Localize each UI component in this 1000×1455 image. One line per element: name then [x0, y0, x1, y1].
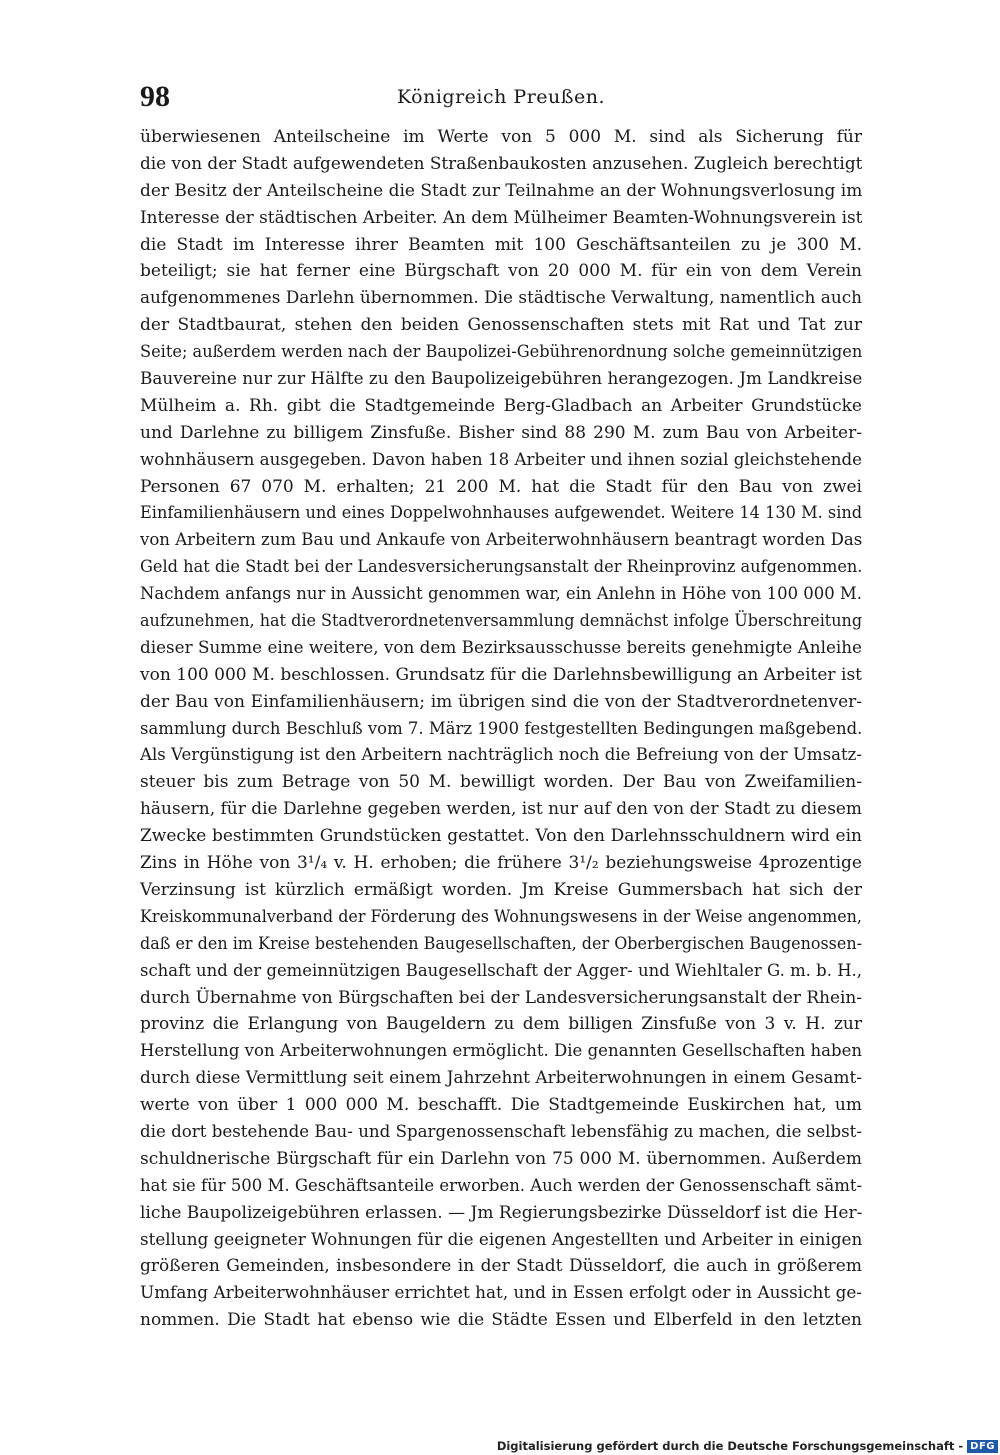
text-line: und Darlehne zu billigem Zinsfuße. Bisher sind 88 290 M. zum Bau von Arbeiter- — [140, 422, 862, 443]
text-line: Als Vergünstigung ist den Arbeitern nachträglich noch die Befreiung von der Umsatz- — [140, 745, 862, 766]
body-text — [140, 124, 862, 1334]
text-line: Umfang Arbeiterwohnhäuser errichtet hat, und in Essen erfolgt oder in Aussicht ge- — [140, 1283, 862, 1304]
text-line: durch Übernahme von Bürgschaften bei der Landesversicherungsanstalt der Rhein- — [140, 987, 862, 1008]
text-line: schuldnerische Bürgschaft für ein Darlehn von 75 000 M. übernommen. Außerdem — [140, 1148, 862, 1169]
text-line: schaft und der gemeinnützigen Baugesellschaft der Agger- und Wiehltaler G. m. b. H., — [140, 960, 862, 981]
text-line: Nachdem anfangs nur in Aussicht genommen war, ein Anlehn in Höhe von 100 000 M. — [140, 584, 862, 605]
text-line: Mülheim a. Rh. gibt die Stadtgemeinde Berg-Gladbach an Arbeiter Grundstücke — [140, 395, 862, 416]
text-line: der Stadtbaurat, stehen den beiden Genossenschaften stets mit Rat und Tat zur — [140, 315, 862, 336]
text-line: Zins in Höhe von 3¹/₄ v. H. erhoben; die frühere 3¹/₂ beziehungsweise 4prozentige — [140, 853, 862, 874]
text-line: Zwecke bestimmten Grundstücken gestattet. Von den Darlehnsschuldnern wird ein — [140, 826, 862, 847]
text-line: Verzinsung ist kürzlich ermäßigt worden. Jm Kreise Gummersbach hat sich der — [140, 879, 862, 900]
text-line: daß er den im Kreise bestehenden Baugesellschaften, der Oberbergischen Baugenossen- — [140, 933, 862, 954]
text-line: Seite; außerdem werden nach der Baupolizei-Gebührenordnung solche gemeinnützigen — [140, 342, 862, 363]
text-line: provinz die Erlangung von Baugeldern zu dem billigen Zinsfuße von 3 v. H. zur — [140, 1014, 862, 1035]
text-line: überwiesenen Anteilscheine im Werte von 5 000 M. sind als Sicherung für — [140, 127, 862, 147]
text-line: von 100 000 M. beschlossen. Grundsatz für die Darlehnsbewilligung an Arbeiter ist — [140, 664, 862, 685]
text-line: häusern, für die Darlehne gegeben werden, ist nur auf den von der Stadt zu diesem — [140, 799, 862, 820]
text-line: werte von über 1 000 000 M. beschafft. Die Stadtgemeinde Euskirchen hat, um — [140, 1095, 862, 1116]
text-line: die Stadt im Interesse ihrer Beamten mit 100 Geschäftsanteilen zu je 300 M. — [140, 234, 862, 255]
page-header — [140, 80, 862, 120]
text-line: Einfamilienhäusern und eines Doppelwohnhauses aufgewendet. Weitere 14 130 M. sind — [140, 503, 862, 524]
text-line: stellung geeigneter Wohnungen für die eigenen Angestellten und Arbeiter in einigen — [140, 1229, 862, 1250]
running-head: Königreich Preußen. — [397, 86, 605, 108]
text-line: durch diese Vermittlung seit einem Jahrzehnt Arbeiterwohnungen in einem Gesamt- — [140, 1068, 862, 1089]
text-line: der Bau von Einfamilienhäusern; im übrigen sind die von der Stadtverordnetenver- — [140, 691, 862, 712]
text-line: von Arbeitern zum Bau und Ankaufe von Arbeiterwohnhäusern beantragt worden Das — [140, 530, 862, 551]
text-line: beteiligt; sie hat ferner eine Bürgschaft von 20 000 M. für ein von dem Verein — [140, 261, 862, 282]
page-number: 98 — [140, 80, 170, 113]
digitization-footer — [497, 1439, 1000, 1455]
text-line: Herstellung von Arbeiterwohnungen ermöglicht. Die genannten Gesellschaften haben — [140, 1041, 862, 1062]
text-line: liche Baupolizeigebühren erlassen. — Jm Regierungsbezirke Düsseldorf ist die Her- — [140, 1202, 862, 1223]
text-line: Interesse der städtischen Arbeiter. An dem Mülheimer Beamten-Wohnungsverein ist — [140, 207, 862, 228]
text-line: aufzunehmen, hat die Stadtverordnetenversammlung demnächst infolge Überschreitung — [140, 611, 862, 632]
text-line: Kreiskommunalverband der Förderung des Wohnungswesens in der Weise angenommen, — [140, 906, 862, 927]
text-line: Bauvereine nur zur Hälfte zu den Baupolizeigebühren herangezogen. Jm Landkreise — [140, 369, 862, 390]
dfg-logo: DFG — [967, 1440, 998, 1453]
text-line: nommen. Die Stadt hat ebenso wie die Städte Essen und Elberfeld in den letzten — [140, 1310, 862, 1331]
footer-credit: Digitalisierung gefördert durch die Deutsche Forschungsgemeinschaft - — [496, 1439, 964, 1453]
text-line: Personen 67 070 M. erhalten; 21 200 M. hat die Stadt für den Bau von zwei — [140, 476, 862, 497]
text-line: sammlung durch Beschluß vom 7. März 1900 festgestellten Bedingungen maßgebend. — [140, 718, 862, 739]
text-line: die von der Stadt aufgewendeten Straßenbaukosten anzusehen. Zugleich berechtigt — [140, 153, 862, 174]
text-line: steuer bis zum Betrage von 50 M. bewilligt worden. Der Bau von Zweifamilien- — [140, 772, 862, 793]
text-line: aufgenommenes Darlehn übernommen. Die städtische Verwaltung, namentlich auch — [140, 288, 862, 309]
text-line: der Besitz der Anteilscheine die Stadt zur Teilnahme an der Wohnungsverlosung im — [140, 180, 862, 201]
text-line: Geld hat die Stadt bei der Landesversicherungsanstalt der Rheinprovinz aufgenommen. — [140, 557, 862, 578]
text-line: dieser Summe eine weitere, von dem Bezirksausschusse bereits genehmigte Anleihe — [140, 637, 862, 658]
text-line: größeren Gemeinden, insbesondere in der Stadt Düsseldorf, die auch in größerem — [140, 1256, 862, 1277]
text-line: die dort bestehende Bau- und Spargenossenschaft lebensfähig zu machen, die selbst- — [140, 1121, 862, 1142]
text-line: wohnhäusern ausgegeben. Davon haben 18 Arbeiter und ihnen sozial gleichstehende — [140, 449, 862, 470]
text-line: hat sie für 500 M. Geschäftsanteile erworben. Auch werden der Genossenschaft sämt- — [140, 1175, 862, 1196]
